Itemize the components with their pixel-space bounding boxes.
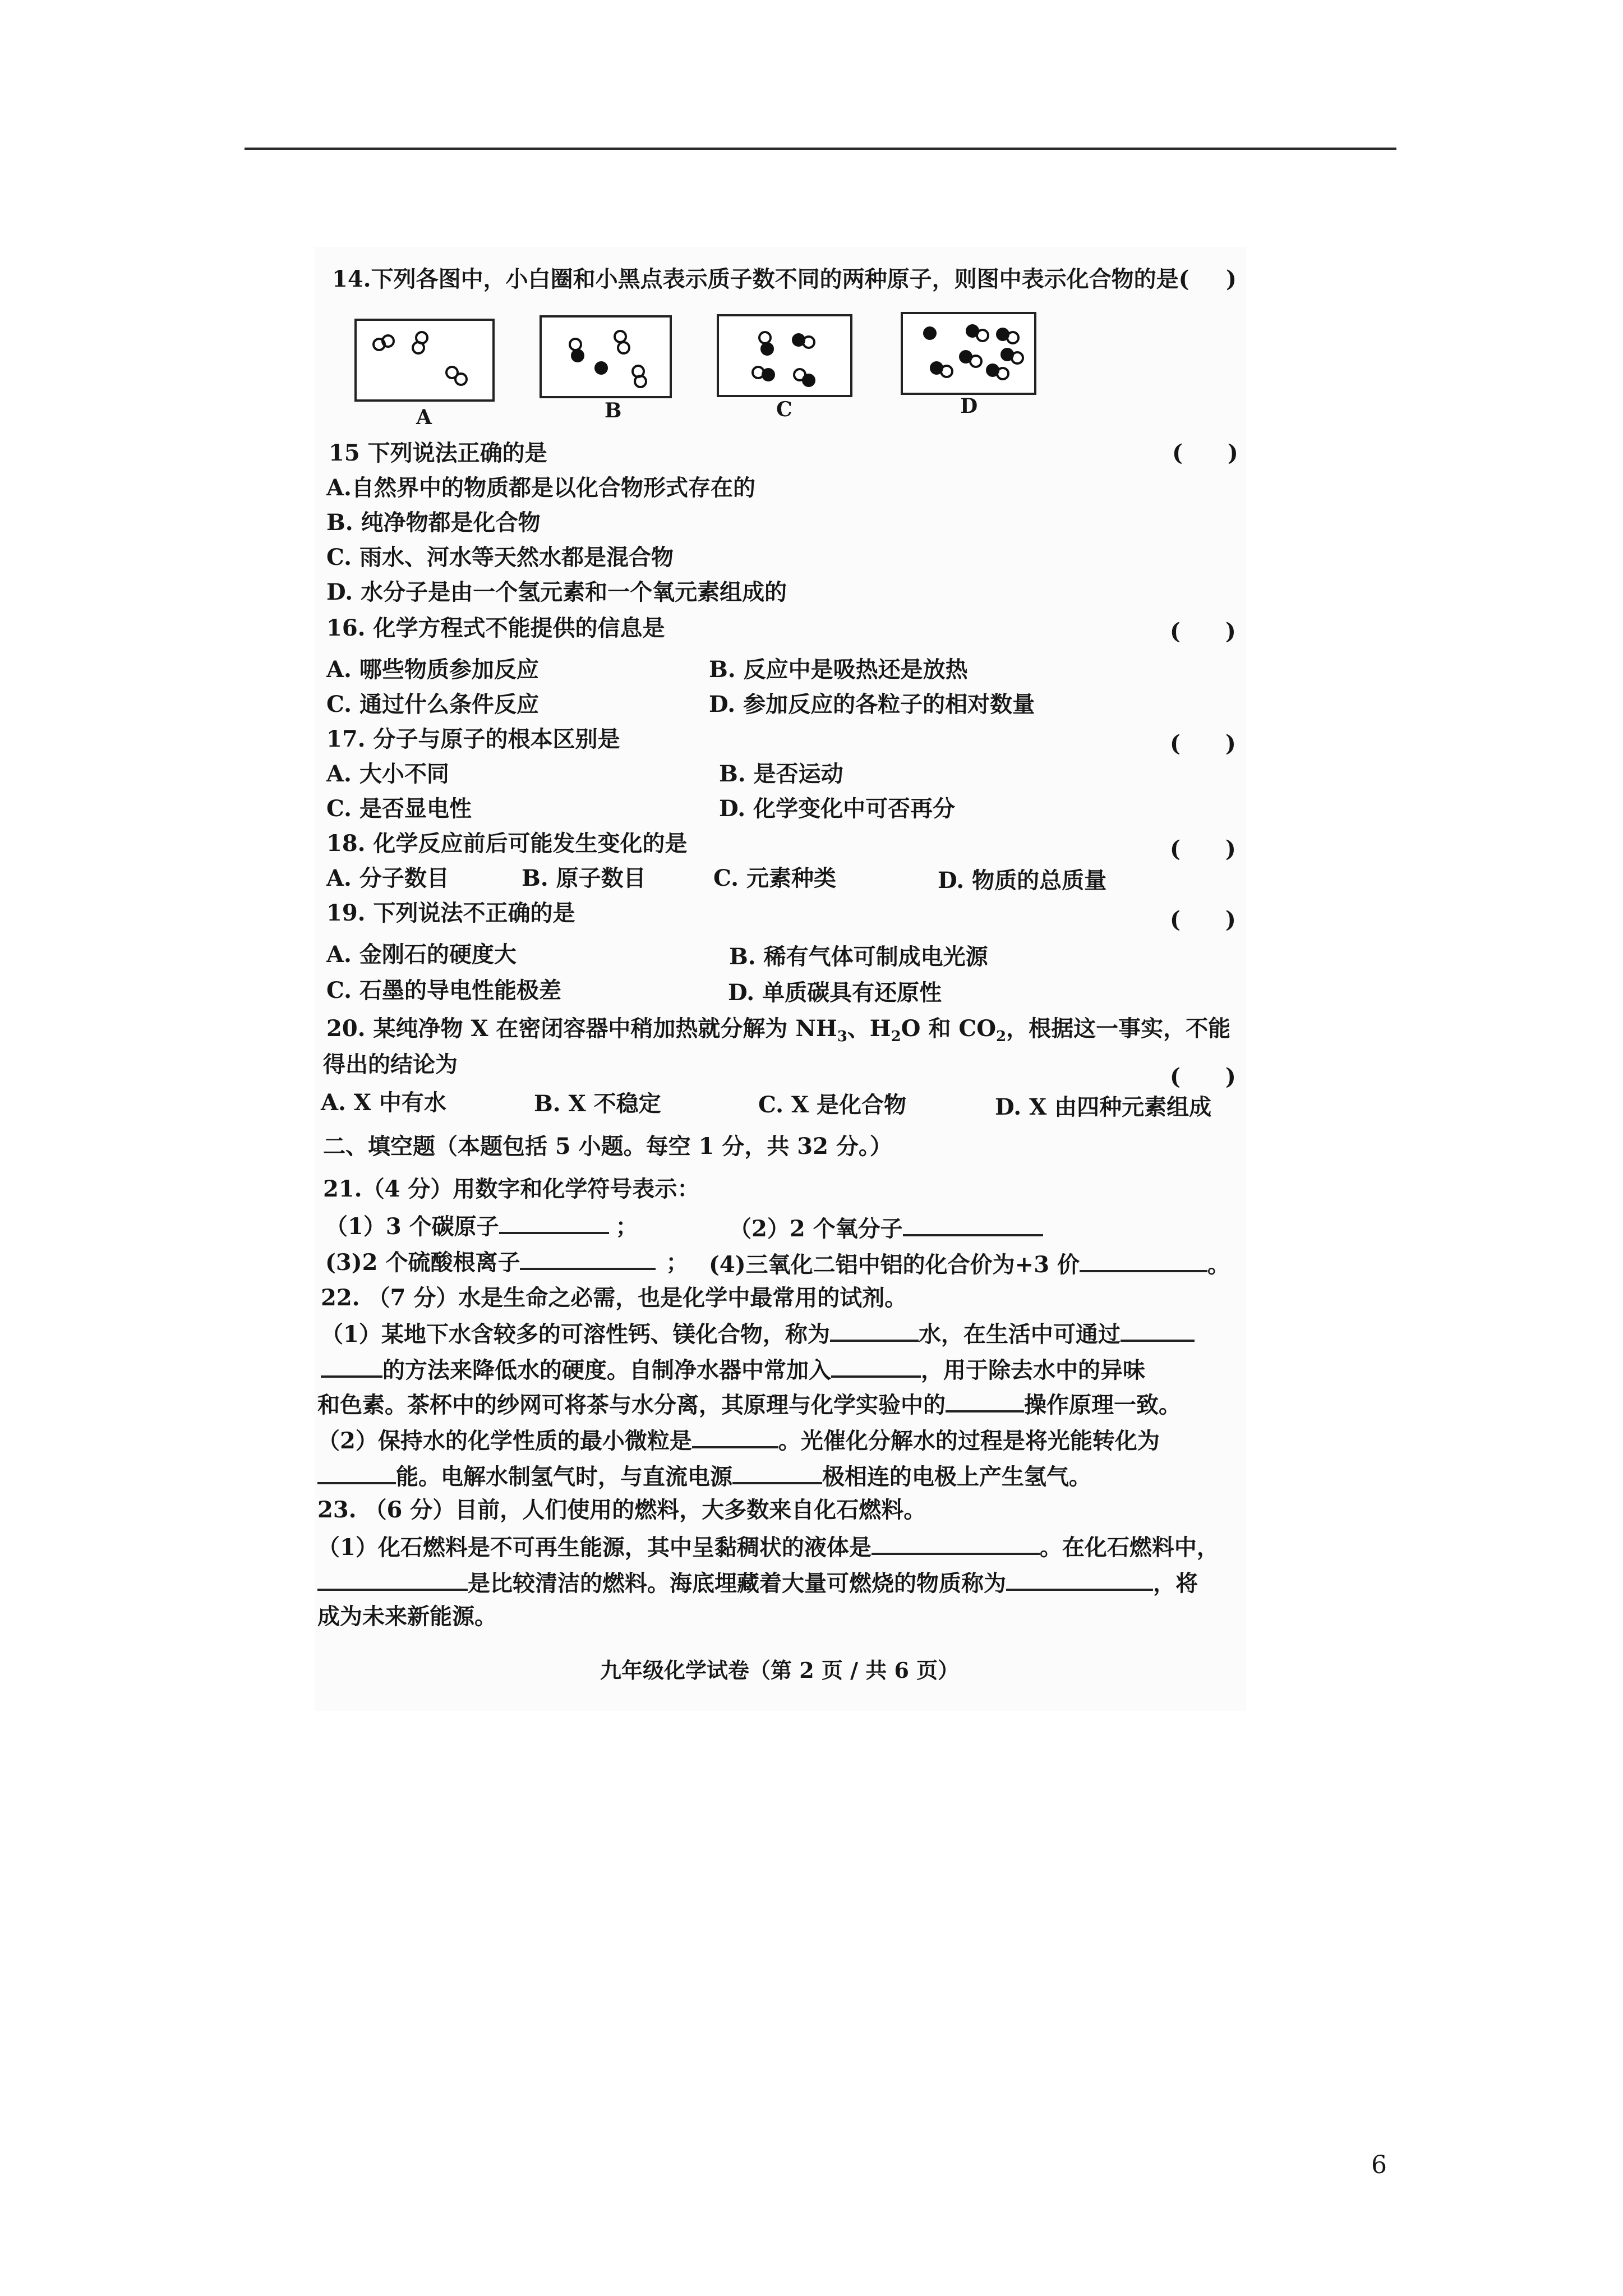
q19-option-d: D. 单质碳具有还原性 [728, 979, 942, 1006]
q18-paren: ( ) [1170, 836, 1236, 862]
q23-stem: 23. （6 分）目前，人们使用的燃料，大多数来自化石燃料。 [317, 1497, 926, 1523]
q18-option-c: C. 元素种类 [713, 865, 836, 891]
q20-paren: ( ) [1170, 1064, 1236, 1090]
q14-label-d: D [960, 394, 978, 418]
q20-stem-line2: 得出的结论为 [323, 1051, 458, 1078]
exam-footer: 九年级化学试卷（第 2 页 / 共 6 页） [600, 1658, 960, 1683]
q16-option-d: D. 参加反应的各粒子的相对数量 [709, 691, 1035, 717]
q15-option-a: A.自然界中的物质都是以化合物形式存在的 [326, 475, 755, 501]
q20-stem-line1: 20. 某纯净物 X 在密闭容器中稍加热就分解为 $NH_3$、$H_2O$ 和 $CO_2$，根据这一事实，不能 [326, 1015, 1231, 1045]
q22-blank-1[interactable] [830, 1318, 919, 1342]
q22-blank-2b[interactable] [321, 1354, 382, 1378]
q22-blank-5[interactable] [692, 1425, 778, 1448]
q17-option-c: C. 是否显电性 [326, 795, 472, 822]
q19-stem: 19. 下列说法不正确的是 [326, 900, 575, 926]
q21-part3: (3)2 个硫酸根离子 ； [325, 1246, 688, 1277]
q21-blank-1[interactable] [499, 1211, 609, 1234]
q20-option-c: C. X 是化合物 [758, 1092, 906, 1118]
q23-line3: 成为未来新能源。 [317, 1603, 497, 1630]
section2-title: 二、填空题（本题包括 5 小题。每空 1 分，共 32 分。） [323, 1133, 892, 1159]
q18-option-a: A. 分子数目 [326, 865, 449, 891]
q21-blank-2[interactable] [903, 1213, 1043, 1236]
q23-blank-3[interactable] [1006, 1567, 1153, 1591]
q15-option-b: B. 纯净物都是化合物 [326, 509, 541, 536]
q16-option-b: B. 反应中是吸热还是放热 [709, 656, 968, 683]
q14-diagram-a [354, 319, 495, 402]
q22-line4: （2）保持水的化学性质的最小微粒是 。光催化分解水的过程是将光能转化为 [317, 1425, 1160, 1456]
q14-diagram-b [540, 315, 672, 398]
q18-stem: 18. 化学反应前后可能发生变化的是 [326, 830, 688, 857]
q21-stem: 21.（4 分）用数字和化学符号表示： [323, 1176, 700, 1202]
q14-label-c: C [776, 398, 792, 421]
q18-option-b: B. 原子数目 [522, 865, 646, 891]
q17-option-d: D. 化学变化中可否再分 [719, 795, 956, 822]
q14-diagram-d [901, 312, 1036, 395]
q19-option-b: B. 稀有气体可制成电光源 [729, 944, 988, 970]
diagram-d-molecules [903, 314, 1034, 393]
q22-stem: 22. （7 分）水是生命之必需，也是化学中最常用的试剂。 [321, 1285, 907, 1311]
q21-part4: (4)三氧化二铝中铝的化合价为+3 价 。 [709, 1249, 1230, 1280]
q17-stem: 17. 分子与原子的根本区别是 [326, 726, 620, 752]
q22-line3: 和色素。茶杯中的纱网可将茶与水分离，其原理与化学实验中的 操作原理一致。 [317, 1389, 1181, 1420]
diagram-c-molecules [719, 316, 850, 395]
q16-option-c: C. 通过什么条件反应 [326, 691, 539, 717]
q19-option-a: A. 金刚石的硬度大 [326, 941, 517, 968]
q23-line2: 是比较清洁的燃料。海底埋藏着大量可燃烧的物质称为 ，将 [317, 1567, 1198, 1598]
q20-option-a: A. X 中有水 [321, 1089, 446, 1116]
q14-label-b: B [605, 399, 622, 422]
q20-option-d: D. X 由四种元素组成 [995, 1094, 1212, 1120]
q22-blank-7[interactable] [732, 1461, 822, 1484]
q22-blank-3[interactable] [831, 1354, 921, 1378]
q17-option-b: B. 是否运动 [719, 761, 843, 787]
top-rule [245, 148, 1396, 150]
q23-line1: （1）化石燃料是不可再生能源，其中呈黏稠状的液体是 。在化石燃料中， [317, 1531, 1219, 1562]
q19-paren: ( ) [1170, 907, 1236, 933]
q16-option-a: A. 哪些物质参加反应 [326, 656, 539, 683]
q23-blank-2[interactable] [317, 1567, 468, 1591]
q22-blank-4[interactable] [946, 1389, 1024, 1412]
q22-blank-2a[interactable] [1121, 1318, 1195, 1342]
q15-option-c: C. 雨水、河水等天然水都是混合物 [326, 544, 674, 570]
q14-diagram-c [717, 314, 852, 397]
q17-option-a: A. 大小不同 [326, 761, 449, 787]
q14-paren: ) [1226, 266, 1237, 292]
q22-line5: 能。电解水制氢气时，与直流电源 极相连的电极上产生氢气。 [317, 1461, 1091, 1492]
q16-stem: 16. 化学方程式不能提供的信息是 [326, 615, 665, 641]
q16-paren: ( ) [1170, 618, 1236, 645]
q23-blank-1[interactable] [872, 1531, 1040, 1555]
q21-part1: （1）3 个碳原子 ； [325, 1211, 638, 1241]
diagram-a-molecules [357, 321, 492, 399]
q22-line1: （1）某地下水含较多的可溶性钙、镁化合物，称为 水，在生活中可通过 [321, 1318, 1195, 1349]
q22-blank-6[interactable] [317, 1461, 396, 1484]
q20-option-b: B. X 不稳定 [534, 1091, 661, 1117]
q21-blank-4[interactable] [1080, 1249, 1207, 1272]
q15-stem: 15 下列说法正确的是 [329, 440, 547, 466]
q21-blank-3[interactable] [520, 1246, 656, 1270]
q19-option-c: C. 石墨的导电性能极差 [326, 977, 561, 1004]
q18-option-d: D. 物质的总质量 [938, 867, 1107, 894]
diagram-b-molecules [542, 318, 670, 396]
q14-label-a: A [416, 406, 432, 429]
q15-option-d: D. 水分子是由一个氢元素和一个氧元素组成的 [326, 579, 787, 605]
q15-paren: ( ) [1172, 440, 1238, 466]
q21-part2: （2）2 个氧分子 [729, 1213, 1043, 1244]
q22-line2: 的方法来降低水的硬度。自制净水器中常加入 ，用于除去水中的异味 [321, 1354, 1145, 1385]
q14-stem: 14.下列各图中，小白圈和小黑点表示质子数不同的两种原子，则图中表示化合物的是( [332, 266, 1189, 292]
page-number: 6 [1371, 2151, 1387, 2179]
q17-paren: ( ) [1170, 730, 1236, 757]
